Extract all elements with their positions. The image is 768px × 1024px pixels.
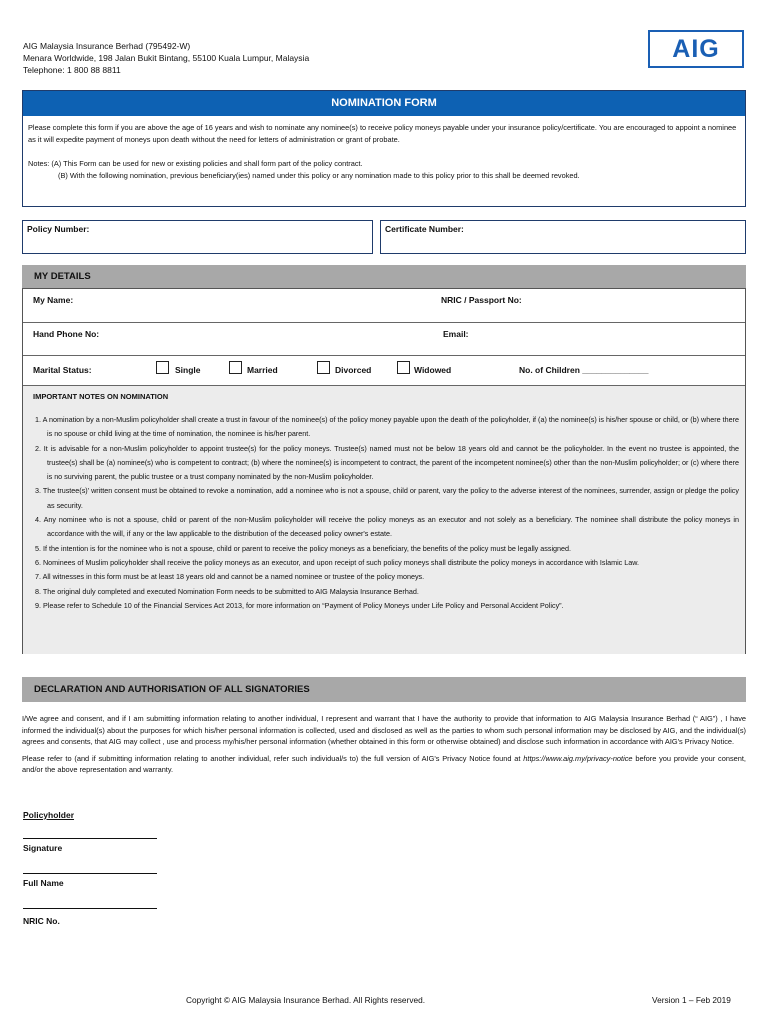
declaration-para-2a: Please refer to (and if submitting information relating to another individual, refer such individual/s to) the full version of AIG's Privacy Notice found at	[22, 753, 524, 763]
important-notes	[23, 386, 745, 654]
declaration-text	[22, 713, 746, 776]
note-item: 1. A nomination by a non-Muslim policyholder shall create a trust in favour of the nominee(s) of the policy money payable upon the death of the policyholder, if (a) the nominee(s) is his/her spouse or child, or (b) where there is no spouse or child living at the time of nomination, the nominee is his/her parent.	[35, 415, 739, 439]
single-checkbox[interactable]	[156, 361, 169, 374]
marital-row	[23, 356, 745, 386]
marital-label: Marital Status:	[33, 365, 92, 375]
company-name: AIG Malaysia Insurance Berhad (795492-W)	[23, 41, 191, 51]
footer-copyright: Copyright © AIG Malaysia Insurance Berhad. All Rights reserved.	[186, 995, 425, 1005]
signature-label: Signature	[23, 843, 63, 853]
widowed-checkbox[interactable]	[397, 361, 410, 374]
privacy-notice-link[interactable]: https://www.aig.my/privacy-notice	[523, 753, 633, 763]
declaration-header: DECLARATION AND AUTHORISATION OF ALL SIGNATORIES	[22, 677, 746, 702]
certificate-number-field[interactable]	[380, 220, 746, 254]
note-item: 7. All witnesses in this form must be at least 18 years old and cannot be a named nominee or trustee of the policy moneys.	[35, 572, 425, 582]
footer-version: Version 1 – Feb 2019	[652, 995, 731, 1005]
company-address: Menara Worldwide, 198 Jalan Bukit Bintang, 55100 Kuala Lumpur, Malaysia	[23, 53, 310, 63]
divorced-checkbox[interactable]	[317, 361, 330, 374]
note-item: 9. Please refer to Schedule 10 of the Financial Services Act 2013, for more information on “Payment of Policy Moneys under Life Policy and Personal Accident Policy”.	[35, 600, 564, 610]
important-notes-list	[35, 413, 739, 613]
nric-label: NRIC / Passport No:	[441, 295, 522, 305]
phone-label: Hand Phone No:	[33, 329, 100, 339]
note-item: 4. Any nominee who is not a spouse, child or parent of the non-Muslim policyholder will receive the policy moneys as an executor and not solely as a beneficiary. The nominee shall distribute the policy moneys in accordance with the will, if any or the law applicable to the distribution of the deceased policy owner's estate.	[35, 515, 739, 539]
note-item: 3. The trustee(s)' written consent must be obtained to revoke a nomination, add a nominee who is not a spouse, child or parent, vary the policy to the adverse interest of the nominees, surrender, assign or pledge the policy as security.	[35, 486, 739, 510]
note-a: Notes: (A) This Form can be used for new or existing policies and shall form part of the policy contract.	[28, 159, 363, 168]
important-notes-title: IMPORTANT NOTES ON NOMINATION	[33, 392, 169, 401]
form-notes	[28, 158, 740, 182]
declaration-para-2	[22, 753, 746, 776]
married-label: Married	[247, 365, 278, 375]
name-row[interactable]	[23, 289, 745, 323]
note-item: 6. Nominees of Muslim policyholder shall receive the policy moneys as an executor, and upon receipt of such policy moneys shall distribute the policy moneys in accordance with Islamic Law.	[35, 557, 640, 567]
name-label: My Name:	[33, 295, 74, 305]
note-item: 8. The original duly completed and executed Nomination Form needs to be submitted to AIG Malaysia Insurance Berhad.	[35, 586, 419, 596]
my-details-section	[22, 288, 746, 654]
phone-row[interactable]	[23, 323, 745, 356]
policy-number-label: Policy Number:	[27, 224, 90, 234]
policyholder-heading: Policyholder	[23, 810, 75, 820]
children-field[interactable]: No. of Children ______________	[519, 365, 649, 375]
my-details-header: MY DETAILS	[22, 265, 746, 289]
nric-sig-label: NRIC No.	[23, 916, 60, 926]
single-label: Single	[175, 365, 201, 375]
declaration-para-2b: before you provide your consent, and/or the above representation and warranty.	[22, 753, 746, 774]
certificate-number-label: Certificate Number:	[385, 224, 464, 234]
note-item: 2. It is advisable for a non-Muslim policyholder to appoint trustee(s) for the policy moneys. Trustee(s) named must not be below 18 years old and cannot be the policyholder. In the event no trustee is appointed, the trustee(s) shall be (a) nominee(s) who is competent to contract; (b) where the nominee(s) is incompetent to contract, the parent of the incompetent nominee(s) other than the non-Muslim policyholder; or (c) where there is no surviving parent, the public trustee or a trust company nominated by the non-Muslim policyholder.	[35, 443, 739, 482]
divorced-label: Divorced	[335, 365, 372, 375]
form-title: NOMINATION FORM	[23, 91, 745, 116]
declaration-para-1: I/We agree and consent, and if I am submitting information relating to another individual, I represent and warrant that I have the authority to provide that information to AIG Malaysia Insurance Berhad (“ AIG”) , I have informed the individual(s) about the purposes for which his/her personal information is collected, used and disclosed as well as the parties to whom such personal information may be disclosed by AIG, and the individual(s) agrees and consents, that AIG may collect , use and process my/his/her personal information (whether obtained in this form or otherwise obtained) and disclose such information in accordance with AIG's Privacy Notice.	[22, 714, 746, 746]
note-b: (B) With the following nomination, previous beneficiary(ies) named under this policy or any nomination made to this policy prior to this shall be deemed revoked.	[58, 171, 580, 180]
signature-line[interactable]	[23, 838, 157, 839]
aig-logo: AIG	[648, 30, 744, 68]
widowed-label: Widowed	[414, 365, 452, 375]
note-item: 5. If the intention is for the nominee who is not a spouse, child or parent to receive the policy moneys as a beneficiary, the benefits of the policy must be legally assigned.	[35, 543, 572, 553]
company-telephone: Telephone: 1 800 88 8811	[23, 65, 121, 75]
full-name-label: Full Name	[23, 878, 64, 888]
form-intro: Please complete this form if you are above the age of 16 years and wish to nominate any nominee(s) to receive policy moneys payable under your insurance policy/certificate. You are encouraged to appoint a nominee as it will expedite payment of moneys upon death without the need for letters of administration or grant of probate.	[28, 123, 737, 144]
married-checkbox[interactable]	[229, 361, 242, 374]
email-label: Email:	[443, 329, 469, 339]
nric-line[interactable]	[23, 908, 157, 909]
full-name-line[interactable]	[23, 873, 157, 874]
company-info	[23, 40, 309, 76]
policy-number-field[interactable]	[22, 220, 373, 254]
